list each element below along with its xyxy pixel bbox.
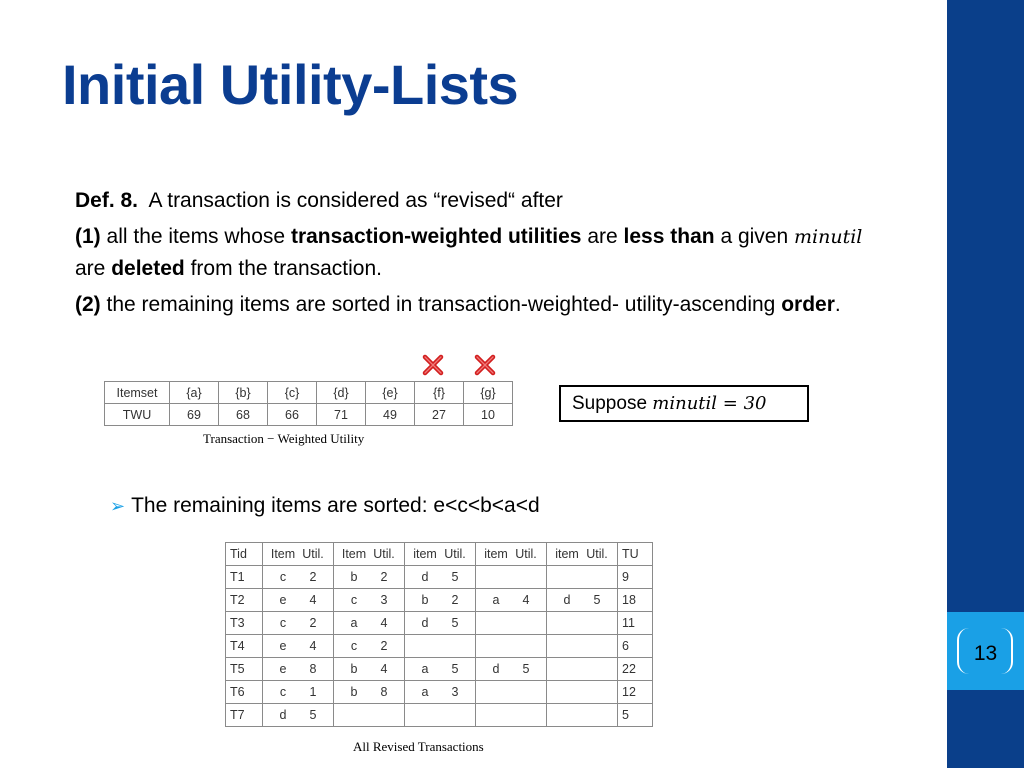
twu-header-cell: {a} — [170, 382, 219, 404]
tu-cell: 12 — [618, 681, 653, 704]
page-number-box — [947, 612, 1024, 690]
item-util-cell — [334, 635, 405, 658]
item-value: e — [279, 639, 287, 653]
item-util-cell — [476, 589, 547, 612]
item-util-cell — [547, 589, 618, 612]
util-value: 4 — [309, 593, 317, 607]
item-value: b — [421, 593, 429, 607]
util-value: 4 — [522, 593, 530, 607]
item-value: a — [350, 616, 358, 630]
item-value: e — [279, 593, 287, 607]
util-value: Util. — [302, 547, 324, 561]
item-util-cell — [405, 658, 476, 681]
tu-cell: 22 — [618, 658, 653, 681]
item-value: d — [563, 593, 571, 607]
tid-cell: T5 — [226, 658, 263, 681]
item-util-cell — [405, 704, 476, 727]
page-number: 13 — [973, 642, 998, 665]
suppose-text: Suppose — [572, 393, 648, 414]
item-util-cell — [405, 681, 476, 704]
item-util-cell — [547, 658, 618, 681]
tid-cell: T6 — [226, 681, 263, 704]
definition-item-1 — [75, 221, 895, 285]
twu-header-cell: {g} — [464, 382, 513, 404]
item-value: c — [279, 616, 287, 630]
item-util-cell — [263, 681, 334, 704]
item1-text: are — [587, 225, 618, 248]
twu-header-cell: {d} — [317, 382, 366, 404]
twu-header-cell: {c} — [268, 382, 317, 404]
util-value: 1 — [309, 685, 317, 699]
item-value: item — [413, 547, 437, 561]
item-value: b — [350, 570, 358, 584]
tid-header: Tid — [226, 543, 263, 566]
item-util-cell — [476, 635, 547, 658]
item-util-cell — [334, 681, 405, 704]
item-util-cell — [476, 658, 547, 681]
item1-number: (1) — [75, 225, 101, 248]
revised-table-caption: All Revised Transactions — [353, 739, 484, 754]
twu-value-cell: 49 — [366, 404, 415, 426]
item2-period: . — [834, 293, 841, 316]
definition-intro-text: A transaction is considered as “revised“ after — [148, 189, 563, 212]
suppose-math: minutil = 30 — [652, 393, 767, 414]
item-value: d — [421, 570, 429, 584]
item-value: d — [421, 616, 429, 630]
table-row — [226, 589, 653, 612]
sorted-bullet — [110, 494, 540, 518]
item-util-cell — [263, 704, 334, 727]
item-value: c — [350, 639, 358, 653]
table-row — [226, 681, 653, 704]
tid-cell: T1 — [226, 566, 263, 589]
table-row — [226, 704, 653, 727]
util-value: 8 — [309, 662, 317, 676]
revised-transactions-table — [225, 542, 653, 727]
arrow-bullet-icon: ➢ — [110, 496, 126, 516]
item1-bold-twu: transaction-weighted utilities — [290, 225, 582, 248]
tu-cell: 5 — [618, 704, 653, 727]
pair-header — [263, 543, 334, 566]
item-value: a — [421, 685, 429, 699]
tid-cell: T3 — [226, 612, 263, 635]
item-value: Item — [341, 547, 367, 561]
tu-cell: 11 — [618, 612, 653, 635]
twu-value-cell: 69 — [170, 404, 219, 426]
twu-value-cell: 71 — [317, 404, 366, 426]
item-util-cell — [547, 612, 618, 635]
twu-header-cell: Itemset — [105, 382, 170, 404]
definition-label: Def. 8. — [75, 189, 139, 212]
tid-cell: T7 — [226, 704, 263, 727]
pair-header — [476, 543, 547, 566]
item-util-cell — [405, 589, 476, 612]
util-value: Util. — [444, 547, 466, 561]
item-value: b — [350, 662, 358, 676]
definition-block — [75, 185, 895, 325]
util-value: 8 — [380, 685, 388, 699]
util-value: 2 — [309, 616, 317, 630]
util-value: Util. — [515, 547, 537, 561]
item-value: c — [279, 685, 287, 699]
twu-value-cell: 66 — [268, 404, 317, 426]
item2-text: the remaining items are sorted in transaction-weighted- utility-ascending — [106, 293, 776, 316]
util-value: 5 — [451, 662, 459, 676]
item-value: d — [492, 662, 500, 676]
tu-cell: 9 — [618, 566, 653, 589]
item-value: b — [350, 685, 358, 699]
util-value: Util. — [373, 547, 395, 561]
util-value: 3 — [451, 685, 459, 699]
pair-header — [405, 543, 476, 566]
util-value: 2 — [309, 570, 317, 584]
twu-table-caption: Transaction − Weighted Utility — [203, 431, 365, 446]
definition-intro — [75, 185, 895, 217]
item-util-cell — [263, 566, 334, 589]
twu-value-cell: 68 — [219, 404, 268, 426]
tu-cell: 18 — [618, 589, 653, 612]
twu-value-cell: 27 — [415, 404, 464, 426]
item-util-cell — [476, 704, 547, 727]
util-value: 5 — [522, 662, 530, 676]
util-value: 5 — [451, 570, 459, 584]
red-x-icon — [474, 354, 496, 376]
item1-text: a given — [720, 225, 789, 248]
item-value: e — [279, 662, 287, 676]
item2-number: (2) — [75, 293, 101, 316]
item-util-cell — [334, 566, 405, 589]
item-value: item — [484, 547, 508, 561]
item-util-cell — [334, 658, 405, 681]
twu-header-cell: {f} — [415, 382, 464, 404]
item1-text: all the items whose — [106, 225, 286, 248]
util-value: 5 — [451, 616, 459, 630]
item-util-cell — [263, 589, 334, 612]
pair-header — [334, 543, 405, 566]
table-row — [226, 612, 653, 635]
item-value: item — [555, 547, 579, 561]
item-value: a — [492, 593, 500, 607]
tid-cell: T2 — [226, 589, 263, 612]
util-value: 3 — [380, 593, 388, 607]
red-x-icon — [422, 354, 444, 376]
item1-bold-less-than: less than — [623, 225, 715, 248]
item-value: a — [421, 662, 429, 676]
table-row — [226, 658, 653, 681]
table-row — [226, 566, 653, 589]
item-value: c — [279, 570, 287, 584]
item1-text: from the transaction. — [190, 257, 382, 280]
item1-minutil-math: minutil — [794, 226, 863, 248]
tu-cell: 6 — [618, 635, 653, 658]
tu-header: TU — [618, 543, 653, 566]
twu-header-row — [105, 382, 513, 404]
pair-header — [547, 543, 618, 566]
item2-bold-order: order — [781, 293, 835, 316]
item-util-cell — [547, 681, 618, 704]
item-util-cell — [334, 612, 405, 635]
item-util-cell — [263, 635, 334, 658]
item-value: c — [350, 593, 358, 607]
table-row — [226, 635, 653, 658]
item-util-cell — [547, 566, 618, 589]
util-value: 2 — [380, 570, 388, 584]
item-util-cell — [476, 681, 547, 704]
item1-text: are — [75, 257, 106, 280]
item-value: d — [279, 708, 287, 722]
util-value: 2 — [451, 593, 459, 607]
revised-header-row — [226, 543, 653, 566]
twu-header-cell: {e} — [366, 382, 415, 404]
definition-item-2 — [75, 289, 895, 321]
twu-value-cell: 10 — [464, 404, 513, 426]
util-value: 4 — [309, 639, 317, 653]
twu-value-row — [105, 404, 513, 426]
item-util-cell — [405, 566, 476, 589]
twu-table — [104, 381, 513, 426]
item-util-cell — [405, 635, 476, 658]
tid-cell: T4 — [226, 635, 263, 658]
util-value: 4 — [380, 662, 388, 676]
item-util-cell — [476, 612, 547, 635]
item1-bold-deleted: deleted — [111, 257, 185, 280]
util-value: 5 — [309, 708, 317, 722]
slide-title: Initial Utility-Lists — [62, 53, 519, 116]
util-value: Util. — [586, 547, 608, 561]
sorted-bullet-text: The remaining items are sorted: e<c<b<a<d — [131, 494, 540, 517]
item-util-cell — [547, 704, 618, 727]
util-value: 5 — [593, 593, 601, 607]
item-util-cell — [263, 612, 334, 635]
item-util-cell — [334, 704, 405, 727]
twu-value-cell: TWU — [105, 404, 170, 426]
item-util-cell — [334, 589, 405, 612]
util-value: 4 — [380, 616, 388, 630]
suppose-box — [559, 385, 809, 422]
item-util-cell — [547, 635, 618, 658]
util-value: 2 — [380, 639, 388, 653]
item-util-cell — [476, 566, 547, 589]
item-value: Item — [270, 547, 296, 561]
twu-header-cell: {b} — [219, 382, 268, 404]
item-util-cell — [263, 658, 334, 681]
item-util-cell — [405, 612, 476, 635]
